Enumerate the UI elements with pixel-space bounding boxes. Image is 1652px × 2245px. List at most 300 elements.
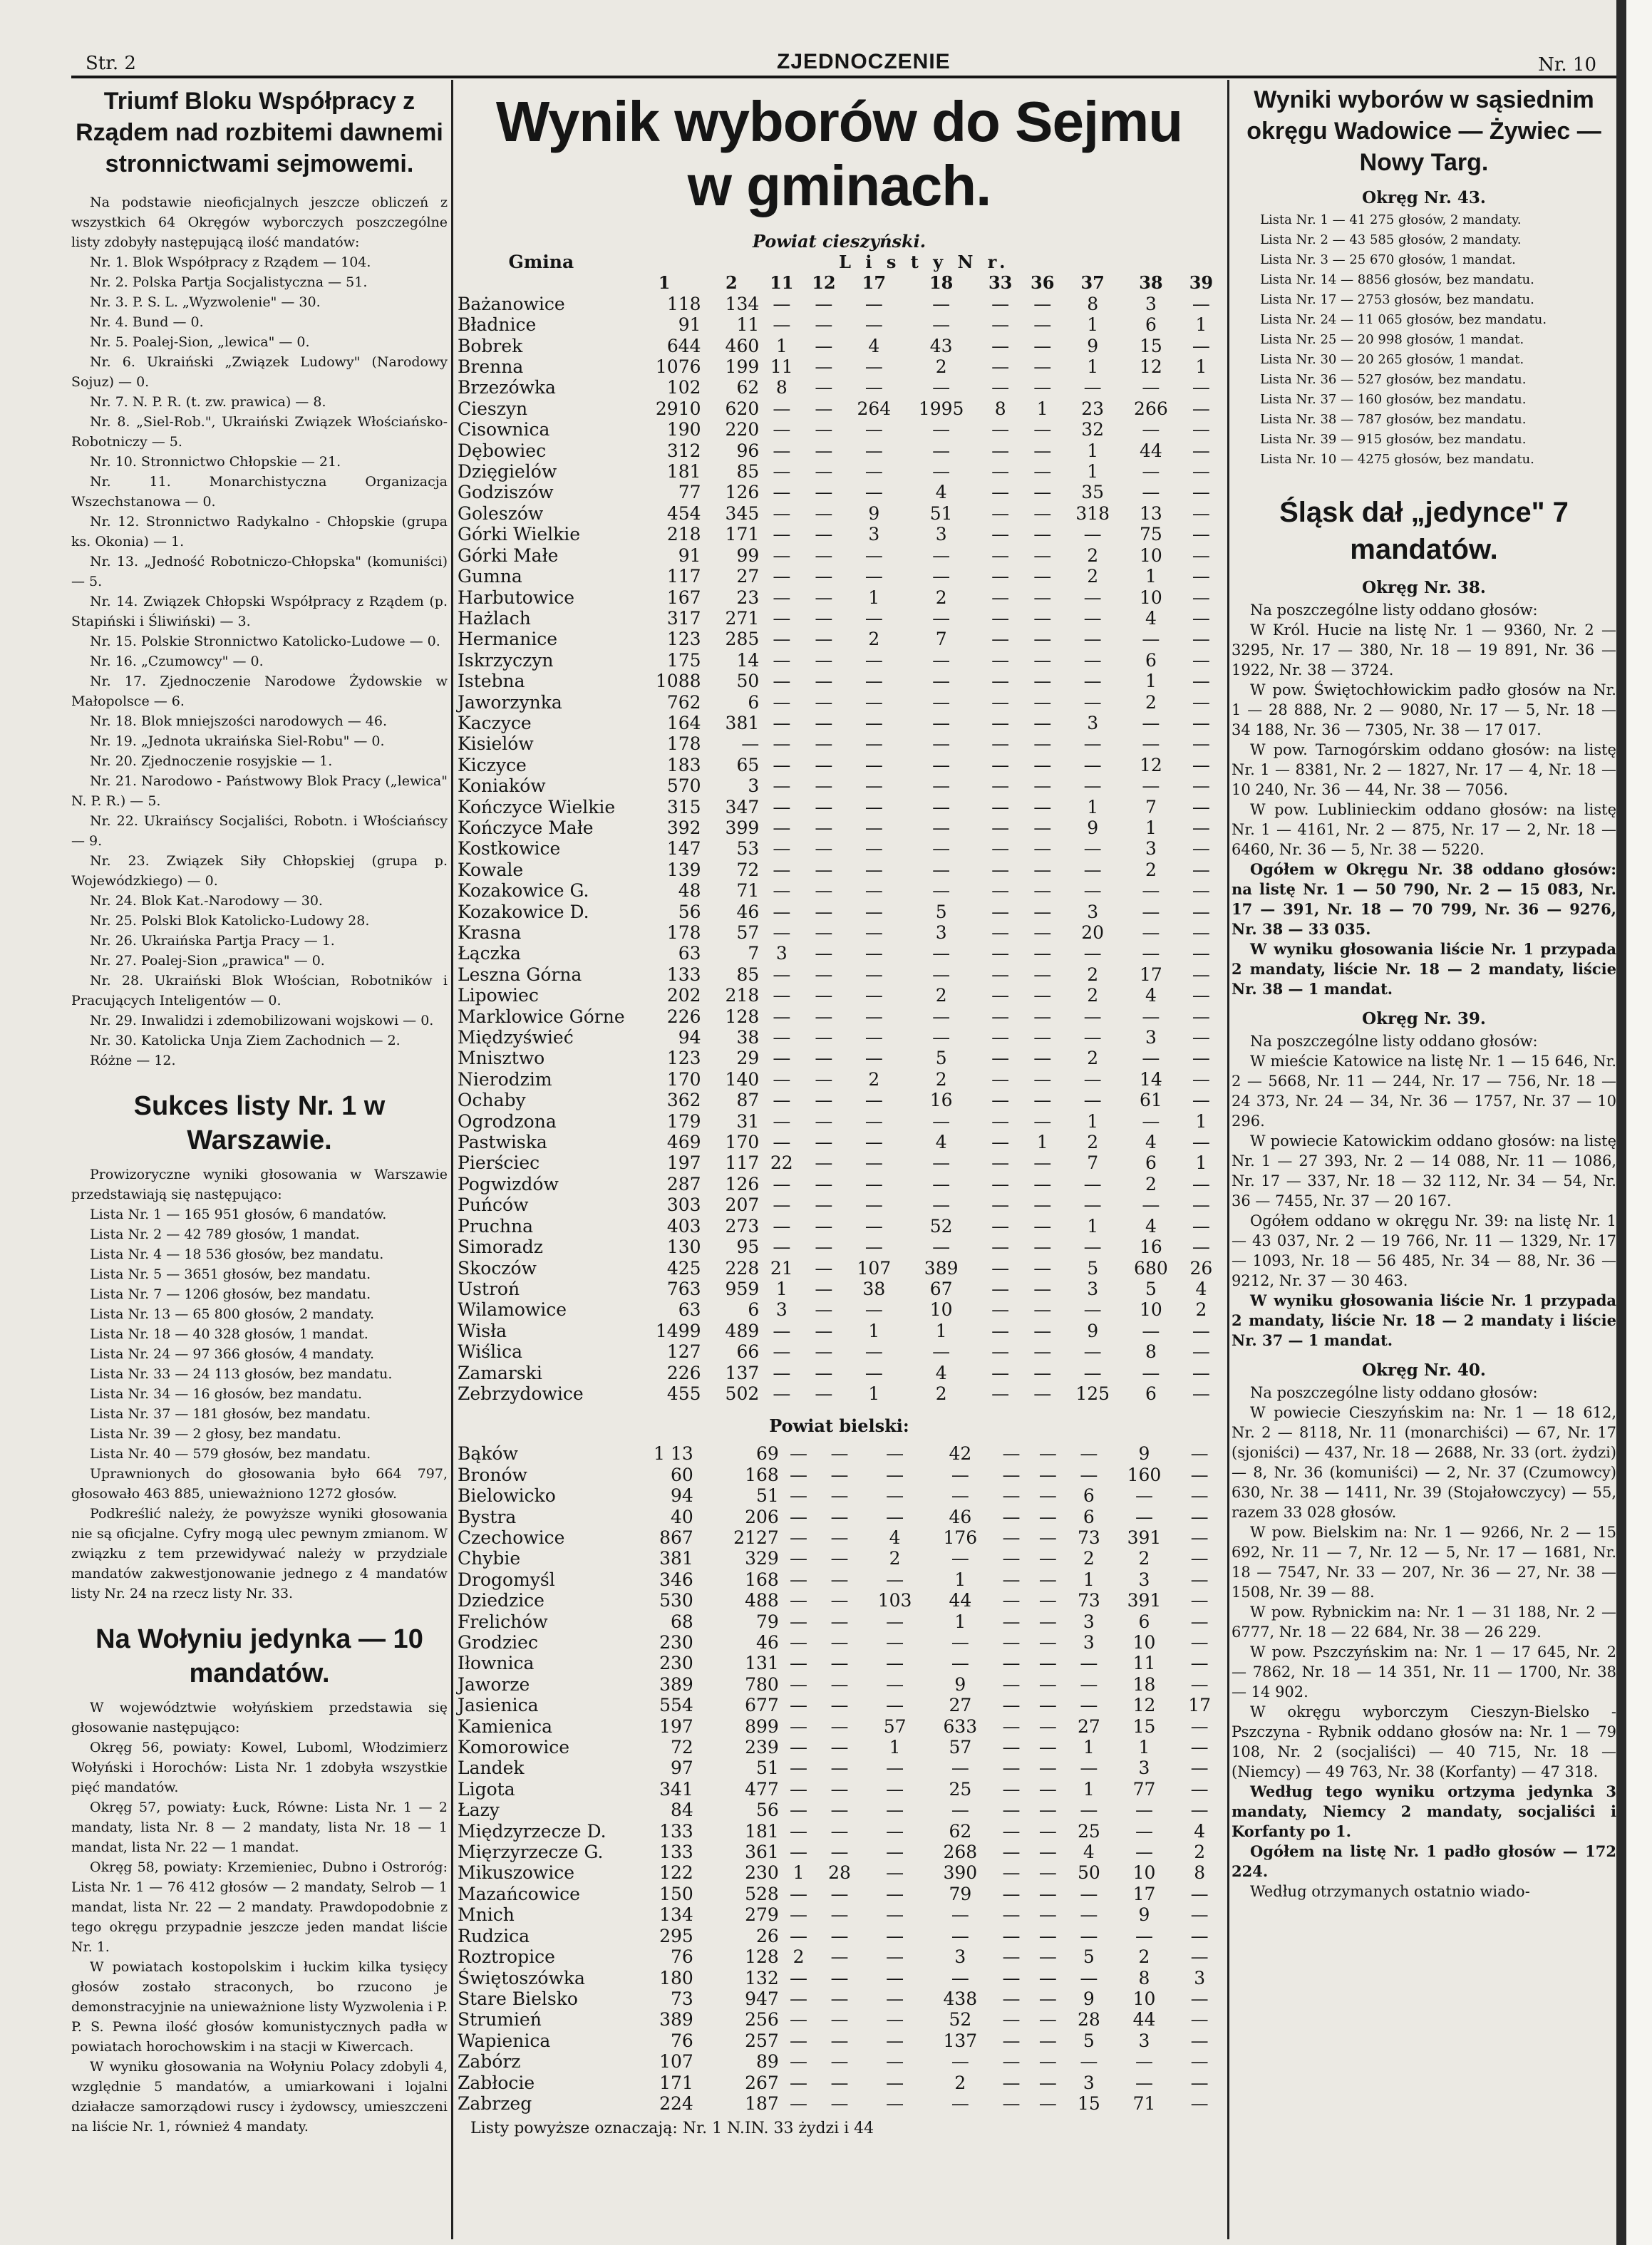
vote-count: — — [932, 775, 951, 797]
vote-count: — — [790, 1611, 808, 1632]
vote-count: 38 — [862, 1278, 886, 1299]
vote-count: 69 — [755, 1443, 779, 1465]
vote-count: 170 — [666, 1068, 701, 1090]
vote-count: 139 — [666, 859, 701, 880]
vote-count: — — [991, 671, 1010, 692]
gmina-name: Jaworze — [458, 1673, 530, 1695]
vote-count: 2 — [1194, 1842, 1206, 1863]
vote-count: — — [1038, 1611, 1057, 1632]
vote-count: — — [1142, 1320, 1160, 1341]
vote-count: 346 — [659, 1569, 693, 1590]
vote-count: — — [1033, 1320, 1052, 1341]
gmina-name: Dębowiec — [458, 440, 547, 461]
list-item: Nr. 19. „Jednota ukraińska Siel-Robu" — 0. — [90, 733, 385, 749]
vote-count: 680 — [1134, 1257, 1168, 1279]
vote-count: — — [1080, 1904, 1098, 1926]
vote-count: — — [1033, 1194, 1052, 1216]
vote-count: — — [815, 1362, 833, 1383]
list-number-row — [456, 272, 1222, 293]
vote-count: — — [1083, 524, 1102, 545]
vote-count: — — [991, 1299, 1010, 1321]
vote-count: 8 — [775, 377, 788, 398]
vote-count: 1 — [1083, 1737, 1095, 1758]
vote-count: — — [1190, 1527, 1209, 1548]
vote-count: 17 — [1132, 1883, 1156, 1904]
vote-count: 50 — [736, 671, 760, 692]
vote-count: — — [932, 838, 951, 860]
article-paragraph: W województwie wołyńskiem przedstawia się głosowanie następująco: — [71, 1700, 448, 1735]
table-row — [456, 1465, 1222, 1485]
vote-count: — — [830, 1673, 849, 1695]
vote-count: — — [991, 817, 1010, 838]
vote-count: 4 — [935, 1362, 947, 1383]
vote-count: — — [830, 1842, 849, 1863]
vote-count: — — [790, 1820, 808, 1842]
vote-count: — — [1142, 733, 1160, 755]
list-item: Nr. 8. „Siel-Rob.", Ukraiński Związek Włościańsko-Robotniczy — 5. — [71, 414, 448, 450]
main-headline-line: w gminach. — [687, 154, 991, 217]
vote-count: — — [886, 2092, 904, 2114]
vote-count: 1 — [868, 1383, 880, 1404]
vote-count: — — [886, 1485, 904, 1507]
vote-count: — — [1033, 545, 1052, 566]
vote-count: — — [886, 1778, 904, 1800]
vote-count: — — [991, 1173, 1010, 1194]
vote-count: 7 — [748, 943, 760, 964]
vote-count: — — [773, 1068, 791, 1090]
vote-count: — — [1083, 1173, 1102, 1194]
vote-count: — — [1135, 1506, 1153, 1527]
vote-count: — — [1002, 2030, 1021, 2051]
vote-count: — — [773, 1194, 791, 1216]
vote-count: — — [1002, 1653, 1021, 1674]
table-row — [456, 838, 1222, 859]
gmina-name: Bażanowice — [458, 293, 565, 314]
vote-count: — — [991, 419, 1010, 440]
vote-count: 8 — [1194, 1862, 1206, 1884]
vote-count: — — [886, 1569, 904, 1590]
vote-count: 1 — [889, 1737, 901, 1758]
vote-count: — — [1002, 1988, 1021, 2009]
vote-count: — — [815, 1068, 833, 1090]
vote-count: — — [864, 356, 883, 378]
vote-count: — — [790, 2092, 808, 2114]
list-item: Lista Nr. 13 — 65 800 głosów, 2 mandaty. — [90, 1306, 375, 1322]
vote-count: 168 — [745, 1569, 779, 1590]
vote-count: 1 — [868, 1320, 880, 1341]
vote-count: 8 — [1138, 1967, 1150, 1988]
vote-count: 40 — [671, 1506, 693, 1527]
vote-count: — — [991, 545, 1010, 566]
vote-count: — — [1190, 2051, 1209, 2073]
vote-count: 79 — [949, 1883, 972, 1904]
vote-count: — — [1190, 1946, 1209, 1968]
vote-count: — — [741, 733, 760, 755]
vote-count: — — [1038, 1758, 1057, 1779]
vote-count: — — [991, 1194, 1010, 1216]
vote-count: — — [815, 733, 833, 755]
gmina-name: Cisownica — [458, 419, 550, 440]
vote-count: — — [1192, 964, 1210, 985]
list-item: Lista Nr. 40 — 579 głosów, bez mandatu. — [90, 1446, 371, 1462]
vote-count: — — [815, 985, 833, 1006]
vote-count: — — [932, 1152, 951, 1174]
vote-count: 3 — [1138, 1569, 1150, 1590]
vote-count: 57 — [883, 1715, 907, 1737]
article-paragraph: W Król. Hucie na listę Nr. 1 — 9360, Nr. 2 — 3295, Nr. 17 — 380, Nr. 18 — 19 891, Nr. 36 — 1922, Nr. 38 — 3724. — [1232, 621, 1616, 678]
vote-count: — — [951, 1653, 969, 1674]
table-row — [456, 1779, 1222, 1800]
vote-count: 2 — [889, 1548, 901, 1569]
vote-count: — — [1080, 1673, 1098, 1695]
vote-count: 4 — [889, 1527, 901, 1548]
table-row — [456, 482, 1222, 502]
article-headline: Na Wołyniu jedynka — 10 mandatów. — [95, 1624, 423, 1688]
article-paragraph: W wyniku głosowania liście Nr. 1 przypada 2 mandaty, liście Nr. 18 — 2 mandaty, liście Nr. 38 — 1 mandat. — [1232, 940, 1616, 998]
list-item: Nr. 21. Narodowo - Państwowy Blok Pracy („lewica" N. P. R.) — 5. — [71, 773, 448, 809]
vote-count: 3 — [935, 524, 947, 545]
vote-count: 287 — [666, 1173, 701, 1194]
vote-count: 44 — [1140, 440, 1162, 461]
vote-count: — — [1190, 1925, 1209, 1946]
vote-count: — — [886, 1506, 904, 1527]
vote-count: 95 — [736, 1237, 760, 1258]
vote-count: 126 — [725, 1173, 760, 1194]
vote-count: — — [1192, 671, 1210, 692]
vote-count: 1 — [1087, 1110, 1099, 1132]
party-results-list — [71, 252, 448, 1070]
vote-count: 167 — [666, 587, 701, 608]
vote-count: — — [991, 775, 1010, 797]
vote-count: — — [790, 1485, 808, 1507]
vote-count: 43 — [929, 335, 953, 356]
vote-count: — — [1192, 502, 1210, 524]
vote-count: — — [886, 2072, 904, 2093]
gmina-name: Kozakowice G. — [458, 880, 589, 902]
vote-count: — — [790, 1967, 808, 1988]
vote-count: 3 — [775, 943, 788, 964]
table-header-row — [456, 252, 1222, 272]
vote-count: — — [1033, 1090, 1052, 1111]
vote-count: — — [1038, 1988, 1057, 2009]
vote-count: 176 — [943, 1527, 978, 1548]
vote-count: — — [790, 1904, 808, 1926]
vote-count: — — [1080, 1653, 1098, 1674]
table-row — [456, 943, 1222, 964]
page-number: Str. 2 — [86, 53, 136, 74]
table-row — [456, 860, 1222, 880]
vote-count: — — [932, 1237, 951, 1258]
gmina-name: Górki Wielkie — [458, 524, 581, 545]
vote-count: — — [886, 1464, 904, 1485]
vote-count: — — [1190, 2092, 1209, 2114]
vote-count: — — [773, 545, 791, 566]
table-row — [456, 314, 1222, 335]
vote-count: 2 — [1087, 545, 1099, 566]
vote-count: — — [815, 1027, 833, 1048]
vote-count: 12 — [1132, 1695, 1156, 1716]
vote-count: 131 — [745, 1653, 779, 1674]
vote-count: 403 — [666, 1215, 701, 1237]
vote-count: 3 — [935, 922, 947, 943]
vote-count: — — [886, 1820, 904, 1842]
list-item: Nr. 24. Blok Kat.-Narodowy — 30. — [90, 893, 323, 909]
vote-count: 317 — [666, 607, 701, 629]
gmina-name: Wilamowice — [458, 1299, 567, 1321]
vote-count: — — [1192, 1048, 1210, 1069]
vote-count: 6 — [1083, 1485, 1095, 1507]
vote-count: — — [773, 587, 791, 608]
vote-count: — — [815, 1299, 833, 1321]
vote-count: — — [1192, 1090, 1210, 1111]
vote-count: — — [773, 1341, 791, 1363]
vote-count: — — [991, 293, 1010, 314]
vote-count: 1 — [935, 1320, 947, 1341]
vote-count: — — [1142, 482, 1160, 503]
table-row — [456, 650, 1222, 671]
article-paragraph: W powiecie Katowickim oddano głosów: na listę Nr. 1 — 27 393, Nr. 2 — 14 088, Nr. 11 — 1086, Nr. 17 — 337, Nr. 18 — 32 112, Nr. 34 — 54, Nr. 36 — 7455, Nr. 37 — 20 167. — [1232, 1132, 1616, 1209]
vote-count: 84 — [671, 1800, 693, 1821]
vote-count: 1 — [1195, 356, 1207, 378]
vote-count: — — [815, 566, 833, 587]
vote-count: 66 — [736, 1341, 760, 1363]
gmina-name: Pastwiska — [458, 1132, 547, 1153]
table-row — [456, 671, 1222, 691]
vote-count: — — [1192, 1027, 1210, 1048]
table-row — [456, 2093, 1222, 2114]
vote-count: 477 — [745, 1778, 779, 1800]
vote-count: 1 — [1036, 1132, 1048, 1153]
gmina-name: Nierodzim — [458, 1068, 552, 1090]
vote-count: — — [932, 964, 951, 985]
vote-count: 2 — [935, 356, 947, 378]
vote-count: — — [991, 482, 1010, 503]
list-item: Nr. 16. „Czumowcy" — 0. — [90, 654, 264, 669]
vote-count: — — [1192, 901, 1210, 922]
gmina-name: Chybie — [458, 1548, 521, 1569]
vote-count: — — [1033, 607, 1052, 629]
vote-count: — — [886, 2030, 904, 2051]
vote-count: 220 — [725, 419, 760, 440]
vote-count: 14 — [1140, 1068, 1162, 1090]
vote-count: — — [1192, 691, 1210, 713]
article-paragraph: Podkreślić należy, że powyższe wyniki głosowania nie są oficjalne. Cyfry mogą ulec pewnym zmianom. W związku z tem przewidywać należy w przydziale mandatów zakwestjonowanie jednego z 4 mandatów listy Nr. 24 na rzecz listy Nr. 33. — [71, 1506, 448, 1601]
vote-count: — — [790, 1883, 808, 1904]
district-heading: Okręg Nr. 38. — [1362, 578, 1486, 597]
vote-count: 28 — [1077, 2009, 1100, 2030]
list-item: Lista Nr. 37 — 181 głosów, bez mandatu. — [90, 1406, 371, 1422]
vote-count: — — [1190, 1904, 1209, 1926]
vote-count: — — [790, 1695, 808, 1716]
vote-count: — — [886, 1653, 904, 1674]
vote-count: — — [1038, 2009, 1057, 2030]
vote-count: 11 — [736, 314, 760, 336]
vote-count: — — [815, 398, 833, 419]
table-row — [456, 713, 1222, 733]
list-item: Lista Nr. 38 — 787 głosów, bez mandatu. — [1260, 412, 1527, 427]
vote-count: 133 — [666, 964, 701, 985]
vote-count: 61 — [1140, 1090, 1162, 1111]
table-row — [456, 1069, 1222, 1090]
table-row — [456, 336, 1222, 356]
list-item: Nr. 14. Związek Chłopski Współpracy z Rządem (p. Stapiński i Śliwiński) — 3. — [71, 594, 448, 629]
vote-count: 3 — [775, 1299, 788, 1321]
gmina-name: Komorowice — [458, 1737, 570, 1758]
table-row — [456, 775, 1222, 796]
vote-count: — — [991, 838, 1010, 860]
article-paragraph: Okręg 56, powiaty: Kowel, Luboml, Włodzimierz Wołyński i Horochów: Lista Nr. 1 zdobyła wszystkie pięć mandatów. — [71, 1740, 448, 1795]
vote-count: 361 — [745, 1842, 779, 1863]
vote-count: 73 — [1077, 1527, 1100, 1548]
gmina-name: Bielowicko — [458, 1485, 556, 1507]
vote-count: — — [864, 1341, 883, 1363]
vote-count: — — [1038, 1715, 1057, 1737]
vote-count: 10 — [1132, 1862, 1156, 1884]
vote-count: — — [951, 1758, 969, 1779]
vote-count: — — [790, 1925, 808, 1946]
gmina-name: Zabrzeg — [458, 2092, 532, 2114]
vote-count: — — [932, 461, 951, 482]
vote-count: — — [932, 796, 951, 817]
vote-count: — — [815, 1006, 833, 1027]
vote-count: 644 — [666, 335, 701, 356]
vote-count: — — [830, 1800, 849, 1821]
vote-count: 9 — [1083, 1988, 1095, 2009]
vote-count: 780 — [745, 1673, 779, 1695]
vote-count: — — [932, 691, 951, 713]
vote-count: 44 — [949, 1590, 972, 1611]
list-item: Nr. 10. Stronnictwo Chłopskie — 21. — [90, 454, 341, 470]
vote-count: — — [815, 838, 833, 860]
vote-count: 391 — [1127, 1590, 1162, 1611]
vote-count: — — [830, 1737, 849, 1758]
vote-count: 2127 — [733, 1527, 779, 1548]
table-row — [456, 419, 1222, 440]
table-row — [456, 1383, 1222, 1404]
vote-count: — — [830, 1548, 849, 1569]
vote-count: 35 — [1081, 482, 1105, 503]
vote-count: — — [1002, 1548, 1021, 1569]
vote-count: 5 — [935, 1048, 947, 1069]
vote-count: — — [830, 1967, 849, 1988]
vote-count: — — [773, 859, 791, 880]
list-item: Nr. 18. Blok mniejszości narodowych — 46. — [90, 713, 388, 729]
vote-count: 7 — [935, 629, 947, 650]
vote-count: — — [773, 1048, 791, 1069]
vote-count: — — [991, 1068, 1010, 1090]
list-number: 12 — [812, 272, 836, 294]
vote-count: 51 — [755, 1758, 779, 1779]
vote-count: 79 — [755, 1611, 779, 1632]
table-row — [456, 755, 1222, 775]
article-paragraph: W powiatach kostopolskim i łuckim kilka tysięcy głosów zostało straconych, bo rzucono je demonstracyjnie na unieważnione listy Wyzwolenia i P. P. S. Pewna ilość głosów komunistycznych padła w powiatach horochowskim i na stacji w Kiwercach. — [71, 1959, 448, 2055]
table-row — [456, 1653, 1222, 1673]
vote-count: 57 — [736, 922, 760, 943]
vote-count: — — [815, 671, 833, 692]
vote-count: — — [1192, 587, 1210, 608]
vote-count: — — [830, 1820, 849, 1842]
vote-count: — — [932, 754, 951, 775]
list-item: Lista Nr. 1 — 41 275 głosów, 2 mandaty. — [1260, 212, 1522, 227]
vote-count: — — [1038, 1632, 1057, 1653]
vote-count: — — [932, 859, 951, 880]
list-item: Lista Nr. 10 — 4275 głosów, bez mandatu. — [1260, 452, 1534, 467]
vote-count: 27 — [1077, 1715, 1100, 1737]
vote-count: — — [864, 712, 883, 733]
vote-count: 27 — [736, 566, 760, 587]
vote-count: — — [790, 1548, 808, 1569]
vote-count: — — [773, 691, 791, 713]
vote-count: — — [830, 2051, 849, 2073]
vote-count: 226 — [666, 1006, 701, 1027]
list-item: Lista Nr. 24 — 97 366 głosów, 4 mandaty. — [90, 1346, 375, 1362]
table-row — [456, 545, 1222, 566]
list-item: Lista Nr. 18 — 40 328 głosów, 1 mandat. — [90, 1326, 368, 1342]
vote-count: 1076 — [655, 356, 701, 378]
vote-count: — — [773, 775, 791, 797]
vote-count: — — [790, 1842, 808, 1863]
list-item: Lista Nr. 5 — 3651 głosów, bez mandatu. — [90, 1266, 371, 1282]
table-row — [456, 1194, 1222, 1215]
vote-count: 6 — [1138, 1611, 1150, 1632]
vote-count: — — [1033, 943, 1052, 964]
vote-count: — — [886, 1611, 904, 1632]
table-row — [456, 503, 1222, 524]
vote-count: — — [1002, 1904, 1021, 1926]
table-row — [456, 1132, 1222, 1152]
vote-count: — — [1190, 1611, 1209, 1632]
vote-count: — — [1192, 775, 1210, 797]
vote-count: 4 — [868, 335, 880, 356]
vote-count: 199 — [725, 356, 760, 378]
vote-count: — — [991, 1048, 1010, 1069]
vote-count: — — [790, 1653, 808, 1674]
vote-count: — — [932, 880, 951, 902]
vote-count: — — [1192, 335, 1210, 356]
vote-count: — — [864, 377, 883, 398]
vote-count: — — [864, 649, 883, 671]
vote-count: — — [1142, 1006, 1160, 1027]
vote-count: — — [830, 1506, 849, 1527]
vote-count: — — [932, 1341, 951, 1363]
vote-count: 228 — [725, 1257, 760, 1279]
vote-count: — — [991, 922, 1010, 943]
vote-count: — — [1190, 1443, 1209, 1465]
vote-count: 1 — [1083, 1778, 1095, 1800]
vote-count: — — [864, 1237, 883, 1258]
vote-count: 762 — [666, 691, 701, 713]
vote-count: — — [1038, 1904, 1057, 1926]
vote-count: — — [1038, 1464, 1057, 1485]
vote-count: — — [1135, 1842, 1153, 1863]
vote-count: — — [815, 587, 833, 608]
vote-count: 390 — [943, 1862, 978, 1884]
vote-count: — — [1192, 712, 1210, 733]
vote-count: 65 — [736, 754, 760, 775]
vote-count: 1 — [1087, 1215, 1099, 1237]
vote-count: — — [932, 1110, 951, 1132]
vote-count: — — [932, 566, 951, 587]
table-row — [456, 1590, 1222, 1611]
vote-count: — — [830, 1590, 849, 1611]
vote-count: 133 — [659, 1842, 693, 1863]
article-paragraph: W pow. Świętochłowickim padło głosów na Nr. 1 — 28 888, Nr. 2 — 9080, Nr. 17 — 5, Nr. 18 — 34 188, Nr. 36 — 7305, Nr. 38 — 17 017. — [1232, 681, 1616, 738]
table-footnote: Listy powyższe oznaczają: Nr. 1 N.IN. 33 żydzi i 44 — [470, 2120, 874, 2138]
vote-count: — — [815, 1320, 833, 1341]
vote-count: — — [1033, 1152, 1052, 1174]
gmina-name: Brzezówka — [458, 377, 556, 398]
vote-count: — — [815, 1194, 833, 1216]
